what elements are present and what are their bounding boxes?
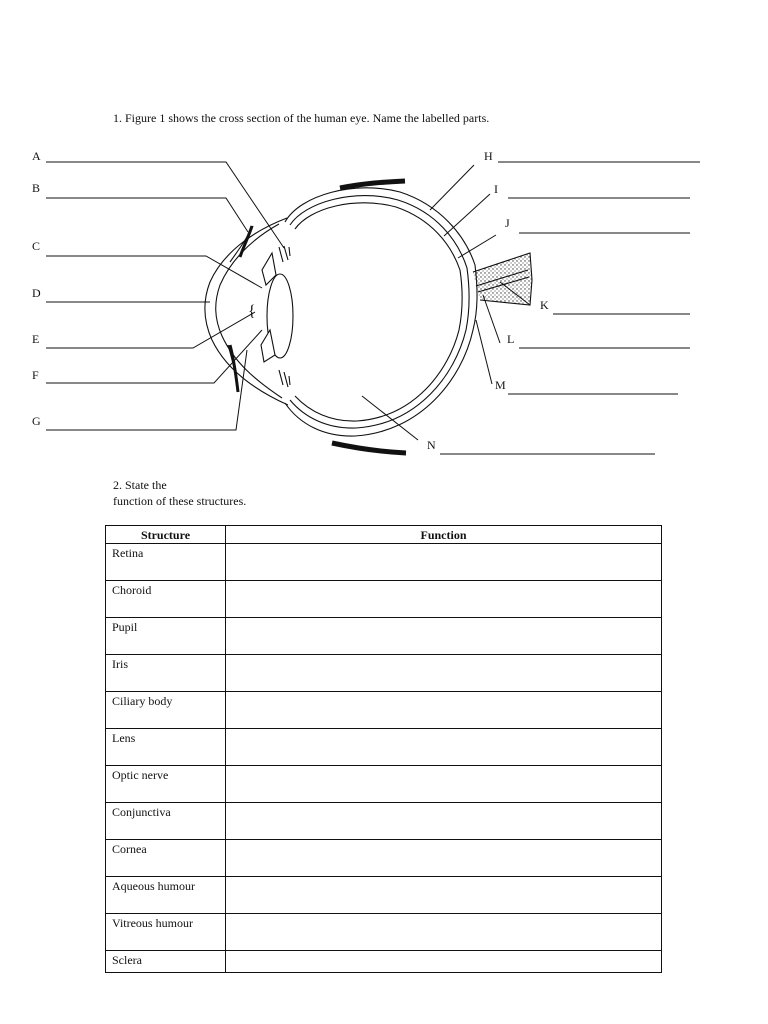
choroid-outline <box>290 196 469 428</box>
leader-f <box>46 330 262 383</box>
leader-e <box>46 312 255 348</box>
ciliary-upper <box>279 246 290 262</box>
lid-upper-left <box>240 226 252 257</box>
label-e: E <box>32 332 40 346</box>
label-a: A <box>32 149 41 163</box>
structure-cell: Vitreous humour <box>106 914 226 951</box>
label-i: I <box>494 182 498 196</box>
function-answer-cell[interactable] <box>226 581 662 618</box>
lower-eyelid <box>332 443 406 453</box>
function-answer-cell[interactable] <box>226 914 662 951</box>
label-n: N <box>427 438 436 452</box>
svg-text:{: { <box>248 303 256 320</box>
ciliary-lower <box>279 370 290 387</box>
function-answer-cell[interactable] <box>226 544 662 581</box>
leader-h-arrow <box>430 165 474 210</box>
label-j: J <box>505 216 510 230</box>
leader-b <box>46 198 248 232</box>
question-1-text: 1. Figure 1 shows the cross section of the human eye. Name the labelled parts. <box>113 111 490 125</box>
label-f: F <box>32 368 39 382</box>
structure-cell: Choroid <box>106 581 226 618</box>
function-answer-cell[interactable] <box>226 655 662 692</box>
header-structure: Structure <box>106 526 226 544</box>
function-answer-cell[interactable] <box>226 877 662 914</box>
structure-cell: Sclera <box>106 951 226 973</box>
function-answer-cell[interactable] <box>226 729 662 766</box>
sclera-outline <box>285 188 477 436</box>
structure-cell: Iris <box>106 655 226 692</box>
header-function: Function <box>226 526 662 544</box>
label-k: K <box>540 298 549 312</box>
question-2-text <box>113 477 246 509</box>
structure-cell: Pupil <box>106 618 226 655</box>
question-2-line-2: function of these structures. <box>113 494 247 508</box>
structure-cell: Retina <box>106 544 226 581</box>
lid-lower-left <box>230 345 238 392</box>
leader-m-arrow <box>476 320 492 384</box>
label-b: B <box>32 181 41 195</box>
retina-outline <box>295 203 462 421</box>
function-answer-cell[interactable] <box>226 803 662 840</box>
leader-g <box>46 350 247 430</box>
label-d: D <box>32 286 41 300</box>
function-answer-cell[interactable] <box>226 951 662 973</box>
iris-lower <box>261 330 275 362</box>
label-l: L <box>507 332 515 346</box>
structure-cell: Lens <box>106 729 226 766</box>
question-2-line-1: 2. State the <box>113 478 167 492</box>
label-g: G <box>32 414 41 428</box>
iris-upper <box>262 253 276 285</box>
structure-cell: Aqueous humour <box>106 877 226 914</box>
label-c: C <box>32 239 41 253</box>
function-answer-cell[interactable] <box>226 692 662 729</box>
function-answer-cell[interactable] <box>226 766 662 803</box>
structure-cell: Conjunctiva <box>106 803 226 840</box>
function-table <box>105 525 662 973</box>
structure-cell: Ciliary body <box>106 692 226 729</box>
eye-cross-section-diagram <box>0 0 768 470</box>
label-h: H <box>484 149 493 163</box>
function-answer-cell[interactable] <box>226 840 662 877</box>
cornea-outline <box>205 218 288 405</box>
upper-eyelid <box>340 181 405 188</box>
structure-cell: Cornea <box>106 840 226 877</box>
leader-c <box>46 256 262 288</box>
leader-i-arrow <box>444 194 490 236</box>
function-answer-cell[interactable] <box>226 618 662 655</box>
leader-j-arrow <box>458 235 496 258</box>
label-m: M <box>495 378 506 392</box>
structure-cell: Optic nerve <box>106 766 226 803</box>
